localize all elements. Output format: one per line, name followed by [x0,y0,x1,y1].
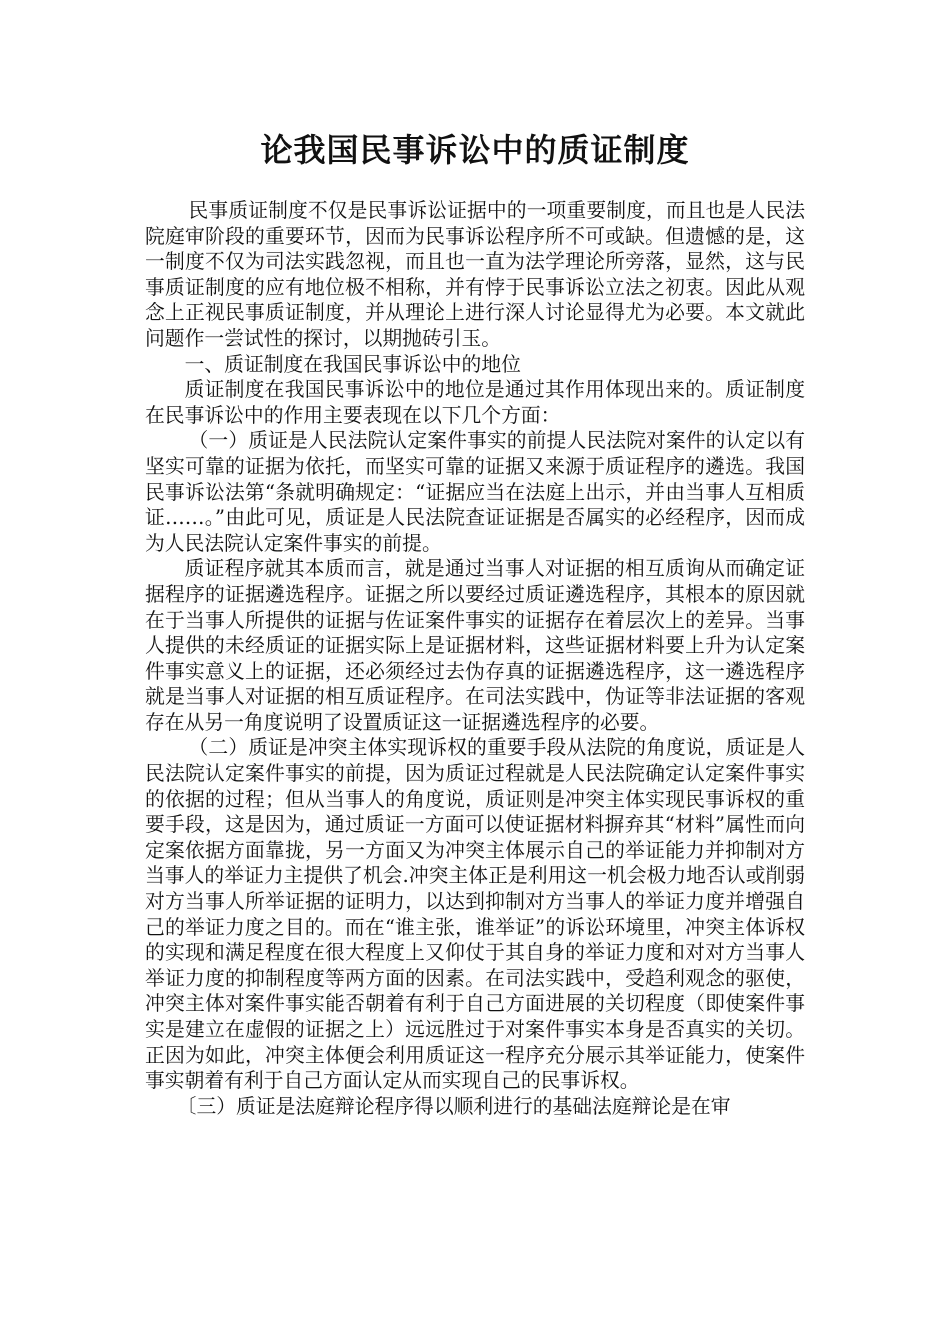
paragraph-point-2: （二）质证是冲突主体实现诉权的重要手段从法院的角度说，质证是人民法院认定案件事实的前提，因为质证过程就是人民法院确定认定案件事实的依据的过程；但从当事人的角度说，质证则是冲突主体实现民事诉权的重要手段，这是因为，通过质证一方面可以使证据材料摒弃其“材料”属性而向定案依据方面靠拢，另一方面又为冲突主体展示自己的举证能力并抑制对方当事人的举证力主提供了机会.冲突主体正是利用这一机会极力地否认或削弱对方当事人所举证据的证明力，以达到抑制对方当事人的举证力度并增强自己的举证力度之目的。而在“谁主张，谁举证”的诉讼环境里，冲突主体诉权的实现和满足程度在很大程度上又仰仗于其自身的举证力度和对对方当事人举证力度的抑制程度等两方面的因素。在司法实践中，受趋利观念的驱使，冲突主体对案件事实能否朝着有利于自己方面进展的关切程度（即使案件事实是建立在虚假的证据之上）远远胜过于对案件事实本身是否真实的关切。正因为如此，冲突主体便会利用质证这一程序充分展示其举证能力，使案件事实朝着有利于自己方面认定从而实现自己的民事诉权。 [145,736,805,1093]
paragraph-procedure-essence: 质证程序就其本质而言，就是通过当事人对证据的相互质询从而确定证据程序的证据遴选程序。证据之所以要经过质证遴选程序，其根本的原因就在于当事人所提供的证据与佐证案件事实的证据存在着层次上的差异。当事人提供的未经质证的证据实际上是证据材料，这些证据材料要上升为认定案件事实意义上的证据，还必须经过去伪存真的证据遴选程序，这一遴选程序就是当事人对证据的相互质证程序。在司法实践中，伪证等非法证据的客观存在从另一角度说明了设置质证这一证据遴选程序的必要。 [145,557,805,734]
paragraph-intro: 民事质证制度不仅是民事诉讼证据中的一项重要制度，而且也是人民法院庭审阶段的重要环节，因而为民事诉讼程序所不可或缺。但遗憾的是，这一制度不仅为司法实践忽视，而且也一直为法学理论所旁落，显然，这与民事质证制度的应有地位极不相称，并有悖于民事诉讼立法之初衷。因此从观念上正视民事质证制度，并从理论上进行深人讨论显得尤为必要。本文就此问题作一尝试性的探讨，以期抛砖引玉。 [145,199,805,350]
document-body [145,198,805,1119]
document-title: 论我国民事诉讼中的质证制度 [260,131,690,169]
paragraph-point-1: （一）质证是人民法院认定案件事实的前提人民法院对案件的认定以有坚实可靠的证据为依托，而坚实可靠的证据又来源于质证程序的遴选。我国民事诉讼法第“条就明确规定：“证据应当在法庭上出示，并由当事人互相质证……。”由此可见，质证是人民法院查证证据是否属实的必经程序，因而成为人民法院认定案件事实的前提。 [145,429,805,555]
paragraph-status: 质证制度在我国民事诉讼中的地位是通过其作用体现出来的。质证制度在民事诉讼中的作用主要表现在以下几个方面： [145,378,805,427]
paragraph-point-3: 〔三）质证是法庭辩论程序得以顺利进行的基础法庭辩论是在审 [176,1094,731,1118]
section-heading-1: 一、质证制度在我国民事诉讼中的地位 [184,352,521,376]
